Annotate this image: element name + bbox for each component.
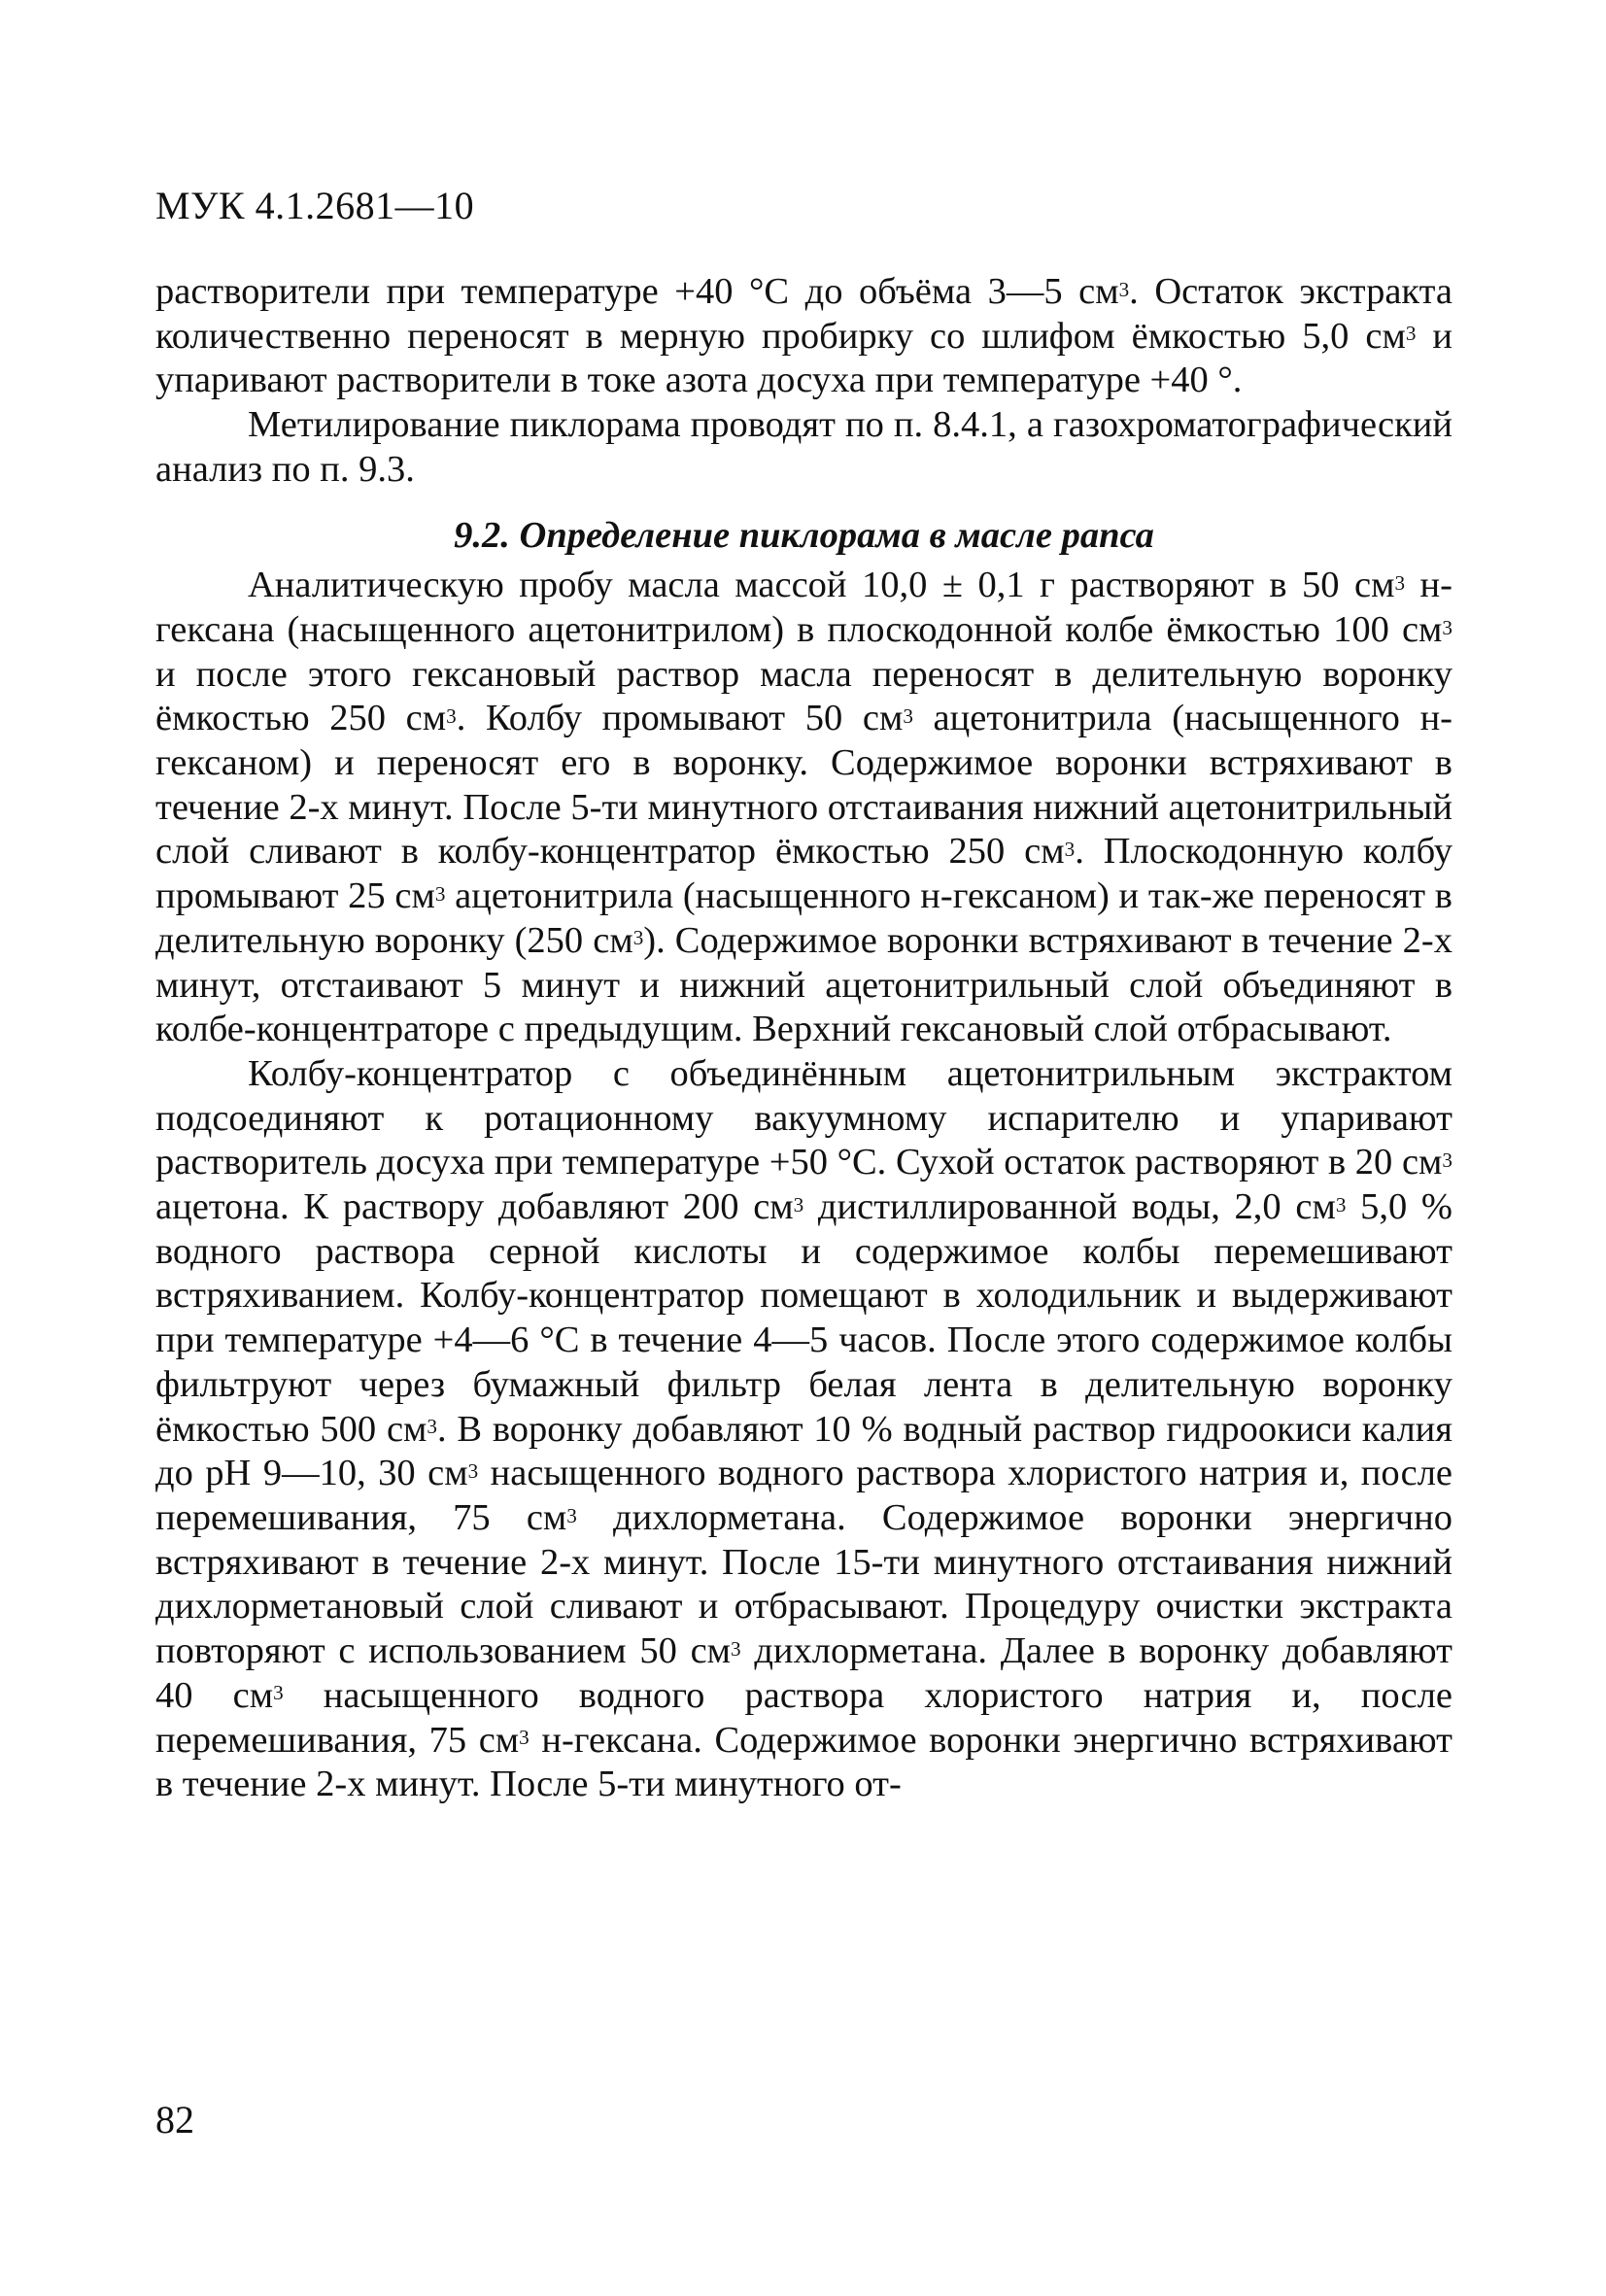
superscript: 3 [903, 703, 913, 728]
paragraph-2: Метилирование пиклорама проводят по п. 8.4.1, а газохроматографический анализ по п. 9.3. [155, 404, 1452, 490]
paragraph-4: Колбу-концентратор с объединённым ацетонитрильным экстрактом подсоединяют к ротационному вакуумному испарителю и упаривают растворитель досуха при температуре +50 °С. Сухой остаток растворяют в 20 $см^3$ ацетона. К раствору добавляют 200 $см^3$ дистиллированной воды, 2,0 $см^3$ 5,0 % водного раствора серной кислоты и содержимое колбы перемешивают встряхиванием. Колбу-концентратор помещают в холодильник и выдерживают при температуре +4—6 °С в течение 4—5 часов. После этого содержимое колбы фильтруют через бумажный фильтр белая лента в делительную воронку ёмкостью 500 $см^3$. В воронку добавляют 10 % водный раствор гидроокиси калия до рН 9—10, 30 $см^3$ насыщенного водного раствора хлористого натрия и, после перемешивания, 75 $см^3$ дихлорметана. Содержимое воронки энергично встряхивают в течение 2-х минут. После 15-ти минутного отстаивания нижний дихлорметановый слой сливают и отбрасывают. Процедуру очистки экстракта повторяют с использованием 50 $см^3$ дихлорметана. Далее в воронку добавляют 40 $см^3$ насыщенного водного раствора хлористого натрия и, после перемешивания, 75 $см^3$ н-гексана. Содержимое воронки энергично встряхивают в течение 2-х минут. После 5-ти минутного от- [155, 1052, 1453, 1805]
superscript: 3 [1405, 322, 1417, 346]
superscript: 3 [1118, 277, 1130, 301]
superscript: 3 [1394, 570, 1406, 595]
superscript: 3 [731, 1636, 741, 1661]
superscript: 3 [632, 926, 644, 950]
superscript: 3 [434, 881, 446, 906]
superscript: 3 [446, 703, 457, 728]
superscript: 3 [1064, 838, 1076, 862]
paragraph-3: Аналитическую пробу масла массой 10,0 ± 0,1 г растворяют в 50 $см^3$ н-гексана (насыщенного ацетонитрилом) в плоскодонной колбе ёмкостью 100 $см^3$ и после этого гексановый раствор масла переносят в делительную воронку ёмкостью 250 $см^3$. Колбу промывают 50 $см^3$ ацетонитрила (насыщенного н-гексаном) и переносят его в воронку. Содержимое воронки встряхивают в течение 2-х минут. После 5-ти минутного отстаивания нижний ацетонитрильный слой сливают в колбу-концентратор ёмкостью 250 $см^3$. Плоскодонную колбу промывают 25 $см^3$ ацетонитрила (насыщенного н-гексаном) и так-же переносят в делительную воронку (250 $см^3$). Содержимое воронки встряхивают в течение 2-х минут, отстаивают 5 минут и нижний ацетонитрильный слой объединяют в колбе-концентраторе с предыдущим. Верхний гексановый слой отбрасывают. [155, 565, 1453, 1050]
superscript: 3 [273, 1681, 284, 1705]
superscript: 3 [427, 1415, 437, 1439]
body-text [155, 270, 1452, 1807]
superscript: 3 [1442, 1148, 1452, 1172]
superscript: 3 [467, 1458, 479, 1483]
paragraph-1: растворители при температуре +40 °С до объёма 3—5 $см^3$. Остаток экстракта количественно переносят в мерную пробирку со шлифом ёмкостью 5,0 $см^3$ и упаривают растворители в токе азота досуха при температуре +40 °. [155, 271, 1453, 401]
section-heading: 9.2. Определение пиклорама в масле рапса [454, 514, 1154, 556]
superscript: 3 [566, 1503, 577, 1527]
superscript: 3 [1335, 1192, 1347, 1217]
document-code-header: МУК 4.1.2681—10 [155, 184, 475, 227]
superscript: 3 [519, 1726, 530, 1750]
page-number: 82 [155, 2098, 194, 2142]
superscript: 3 [793, 1192, 804, 1217]
superscript: 3 [1442, 615, 1452, 639]
